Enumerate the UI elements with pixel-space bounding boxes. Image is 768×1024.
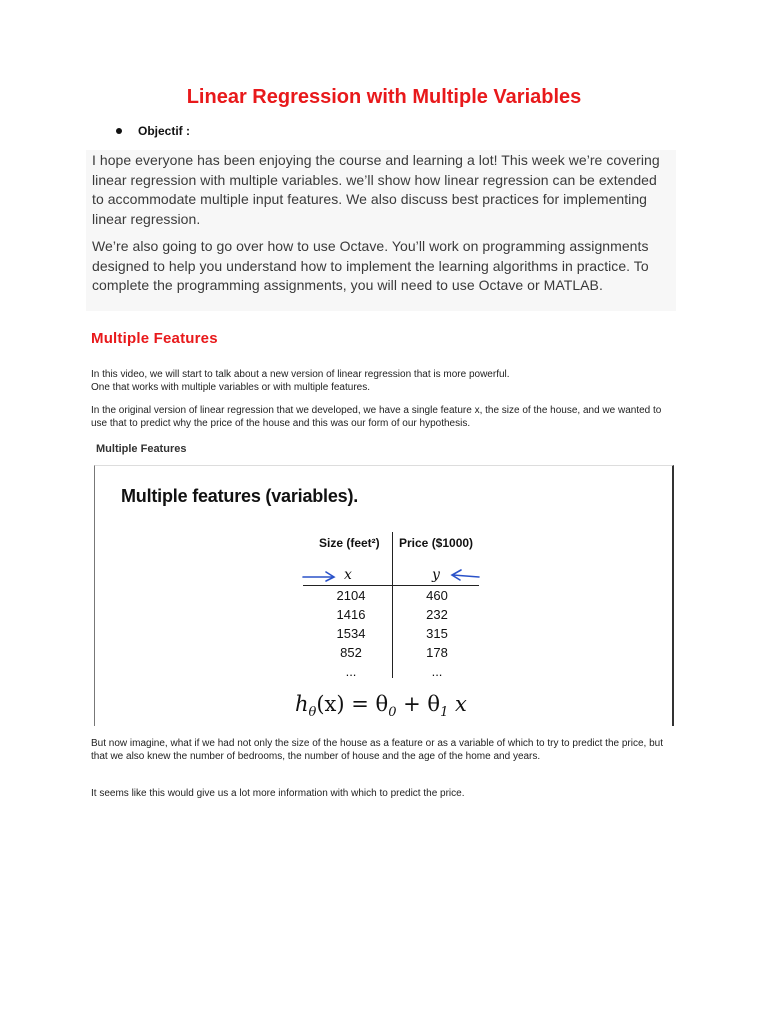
figure-caption: Multiple Features <box>96 443 187 455</box>
price-column-header: Price ($1000) <box>399 536 474 550</box>
size-column-header: Size (feet²) <box>319 536 380 550</box>
section-paragraph-2: In the original version of linear regression that we developed, we have a single feature x, the size of the house, and we wanted to use that to predict why the price of the house and this was our form of our hypothesis. <box>91 405 662 430</box>
x-variable-label: x <box>344 567 352 583</box>
intro-paragraph-2: We’re also going to go over how to use Octave. You’ll work on programming assignments designed to help you understand how to implement the learning algorithms in practice. To complete the programming assignments, you will need to use Octave or MATLAB. <box>92 238 649 293</box>
slide-title: Multiple features (variables). <box>121 486 359 506</box>
y-arrow-icon <box>452 570 479 580</box>
section-heading: Multiple Features <box>91 330 218 347</box>
page-title: Linear Regression with Multiple Variables <box>186 86 582 108</box>
price-cell: 178 <box>426 645 448 660</box>
price-cell: 460 <box>426 588 448 603</box>
size-cell: 2104 <box>336 588 366 603</box>
section-paragraph-1-line-1: In this video, we will start to talk about a new version of linear regression that is more powerful. <box>91 369 510 380</box>
objectif-label: Objectif : <box>138 124 191 138</box>
annotation-arrows <box>95 466 675 596</box>
intro-paragraph-1: I hope everyone has been enjoying the course and learning a lot! This week we’re covering linear regression with multiple variables. we’ll show how linear regression can be extended to accommodate multiple input features. We also discuss best practices for implementing linear regression. <box>92 152 660 227</box>
bullet-dot-icon <box>116 128 122 134</box>
hypothesis-formula: $h_\theta(x) = \theta_0 + \theta_1$ x <box>295 692 467 721</box>
price-cell: ... <box>431 664 443 679</box>
size-cell: 852 <box>340 645 362 660</box>
objectif-bullet <box>116 124 190 138</box>
section-paragraph-1 <box>91 368 681 395</box>
after-paragraph-2: It seems like this would give us a lot more information with which to predict the price. <box>91 788 465 799</box>
size-cell: 1416 <box>336 607 366 622</box>
y-variable-label: y <box>432 567 440 583</box>
price-cell: 232 <box>426 607 448 622</box>
lecture-slide-image <box>94 465 674 726</box>
size-cell: ... <box>345 664 357 679</box>
section-paragraph-1-line-2: One that works with multiple variables or with multiple features. <box>91 382 371 394</box>
x-arrow-icon <box>303 572 334 581</box>
size-cell: 1534 <box>336 626 366 641</box>
price-cell: 315 <box>426 626 448 641</box>
intro-quote-box <box>86 150 676 311</box>
after-paragraph-1: But now imagine, what if we had not only the size of the house as a feature or as a variable of which to try to predict the price, but that we also knew the number of bedrooms, the number of house and the age of the home and years. <box>91 738 663 763</box>
